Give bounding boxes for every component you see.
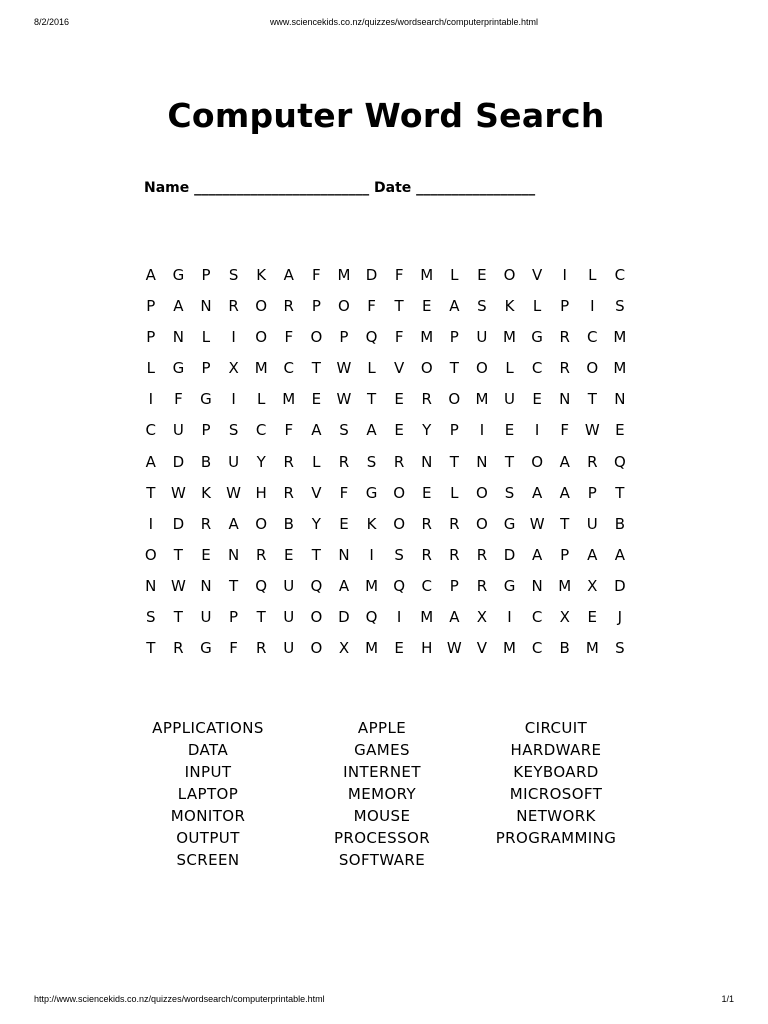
grid-letter: R: [421, 390, 432, 409]
grid-letter: A: [366, 421, 377, 440]
grid-letter: A: [173, 297, 184, 316]
grid-letter: R: [559, 359, 570, 378]
grid-letter: O: [310, 639, 323, 658]
grid-letter: A: [145, 452, 156, 471]
grid-letter: S: [477, 297, 487, 316]
grid-letter: M: [365, 576, 379, 595]
grid-letter: L: [256, 390, 266, 409]
word-item: OUTPUT: [176, 829, 240, 847]
grid-letter: U: [228, 452, 240, 471]
word-item: INPUT: [184, 763, 232, 781]
grid-letter: O: [393, 483, 406, 502]
word-item: MEMORY: [347, 785, 417, 803]
grid-letter: R: [449, 514, 460, 533]
grid-letter: E: [532, 390, 542, 409]
grid-letter: M: [337, 266, 351, 284]
grid-letter: R: [449, 545, 460, 564]
grid-letter: M: [475, 390, 489, 409]
grid-letter: O: [338, 297, 350, 316]
grid-letter: X: [587, 576, 598, 595]
name-label: Name: [144, 180, 190, 196]
grid-letter: G: [503, 514, 516, 533]
grid-letter: O: [448, 390, 461, 409]
date-blank: _________________: [416, 180, 536, 196]
grid-letter: U: [172, 421, 184, 440]
word-item: INTERNET: [343, 763, 421, 781]
grid-letter: D: [172, 514, 185, 533]
grid-letter: K: [256, 266, 267, 284]
grid-letter: H: [421, 639, 433, 658]
grid-letter: U: [283, 576, 295, 595]
grid-letter: M: [420, 608, 434, 627]
grid-letter: O: [144, 545, 157, 564]
grid-letter: G: [503, 576, 516, 595]
grid-letter: Q: [365, 608, 378, 627]
grid-letter: X: [228, 359, 239, 378]
grid-letter: A: [145, 266, 156, 284]
grid-letter: O: [476, 359, 488, 378]
grid-letter: W: [226, 483, 241, 502]
grid-letter: R: [587, 452, 598, 471]
grid-letter: X: [476, 608, 488, 627]
grid-letter: A: [531, 545, 543, 564]
grid-letter: A: [228, 514, 239, 533]
grid-letter: P: [560, 545, 570, 564]
grid-letter: P: [311, 297, 321, 316]
grid-letter: D: [614, 576, 626, 595]
grid-letter: N: [227, 545, 240, 564]
grid-letter: P: [449, 328, 459, 347]
word-item: MONITOR: [170, 807, 246, 825]
grid-letter: P: [146, 328, 156, 347]
grid-letter: X: [559, 608, 570, 627]
grid-letter: R: [421, 545, 432, 564]
word-item: NETWORK: [516, 807, 596, 825]
grid-letter: N: [531, 576, 543, 595]
grid-letter: L: [450, 266, 459, 284]
grid-letter: L: [505, 359, 514, 378]
grid-letter: A: [587, 545, 598, 564]
grid-letter: B: [283, 514, 294, 533]
grid-letter: M: [503, 639, 516, 658]
grid-letter: Y: [422, 421, 432, 440]
grid-letter: M: [613, 359, 627, 378]
grid-letter: C: [283, 359, 294, 378]
grid-letter: K: [201, 483, 211, 502]
grid-letter: P: [146, 297, 156, 316]
grid-letter: N: [421, 452, 433, 471]
grid-letter: R: [393, 452, 405, 471]
grid-letter: W: [584, 421, 600, 440]
grid-letter: T: [311, 545, 321, 564]
grid-letter: B: [200, 452, 212, 471]
grid-letter: A: [614, 545, 626, 564]
grid-letter: S: [228, 421, 239, 440]
grid-letter: S: [615, 639, 625, 658]
grid-letter: L: [367, 359, 376, 378]
grid-letter: P: [229, 608, 239, 627]
grid-letter: K: [366, 514, 377, 533]
grid-letter: R: [173, 639, 184, 658]
grid-letter: F: [284, 421, 294, 440]
grid-letter: D: [503, 545, 516, 564]
grid-letter: I: [590, 297, 595, 316]
grid-letter: G: [172, 266, 185, 284]
grid-letter: C: [421, 576, 432, 595]
grid-letter: P: [339, 328, 349, 347]
grid-letter: E: [394, 421, 404, 440]
grid-letter: W: [170, 576, 186, 595]
grid-letter: F: [394, 266, 404, 284]
grid-letter: R: [283, 483, 294, 502]
grid-letter: T: [146, 483, 156, 502]
grid-letter: I: [507, 608, 512, 627]
grid-letter: U: [586, 514, 598, 533]
grid-letter: R: [338, 452, 350, 471]
grid-letter: P: [201, 266, 211, 284]
page-number: 1/1: [721, 994, 734, 1004]
word-column: [128, 717, 288, 871]
grid-letter: E: [587, 608, 598, 627]
grid-letter: T: [366, 390, 377, 409]
grid-letter: G: [172, 359, 185, 378]
print-header-url: www.sciencekids.co.nz/quizzes/wordsearch/computerprintable.html: [269, 17, 539, 27]
grid-letter: H: [255, 483, 267, 502]
grid-letter: G: [200, 639, 212, 658]
word-list: [128, 717, 636, 871]
grid-letter: P: [449, 421, 459, 440]
grid-letter: N: [559, 390, 571, 409]
grid-letter: R: [476, 576, 488, 595]
grid-letter: P: [560, 297, 570, 316]
date-label: Date: [374, 180, 412, 196]
letter-grid: [137, 263, 634, 667]
grid-letter: O: [255, 328, 268, 347]
grid-letter: E: [504, 421, 515, 440]
grid-letter: F: [174, 390, 183, 409]
print-date: 8/2/2016: [34, 17, 70, 27]
grid-letter: I: [534, 421, 540, 440]
grid-letter: I: [148, 514, 154, 533]
grid-letter: N: [614, 390, 626, 409]
grid-letter: S: [504, 483, 515, 502]
grid-letter: E: [284, 545, 294, 564]
grid-letter: N: [476, 452, 488, 471]
grid-letter: M: [585, 639, 599, 658]
grid-letter: V: [394, 359, 405, 378]
grid-letter: T: [449, 359, 459, 378]
grid-letter: I: [369, 545, 374, 564]
grid-letter: M: [613, 328, 627, 347]
grid-letter: T: [311, 359, 321, 378]
word-item: CIRCUIT: [524, 719, 588, 737]
name-date-line: [144, 180, 535, 196]
grid-letter: D: [338, 608, 350, 627]
grid-letter: M: [282, 390, 296, 409]
word-item: PROGRAMMING: [495, 829, 617, 847]
grid-letter: A: [449, 297, 460, 316]
grid-letter: E: [421, 297, 432, 316]
grid-letter: T: [228, 576, 239, 595]
grid-letter: N: [172, 328, 184, 347]
grid-letter: F: [367, 297, 376, 316]
grid-letter: R: [559, 328, 570, 347]
grid-letter: Q: [365, 328, 378, 347]
grid-letter: L: [201, 328, 211, 347]
grid-letter: W: [529, 514, 545, 533]
grid-letter: C: [145, 421, 157, 440]
grid-letter: P: [587, 483, 597, 502]
grid-letter: T: [560, 514, 570, 533]
grid-letter: M: [420, 328, 434, 347]
grid-letter: A: [449, 608, 460, 627]
grid-letter: N: [338, 545, 350, 564]
grid-letter: U: [283, 608, 295, 627]
grid-letter: A: [283, 266, 294, 284]
word-item: PROCESSOR: [333, 829, 431, 847]
grid-letter: F: [284, 328, 294, 347]
grid-letter: O: [420, 359, 433, 378]
grid-letter: U: [504, 390, 515, 409]
grid-letter: L: [146, 359, 155, 378]
grid-letter: T: [173, 608, 183, 627]
print-footer-url: http://www.sciencekids.co.nz/quizzes/wordsearch/computerprintable.html: [34, 994, 325, 1004]
grid-letter: O: [310, 328, 323, 347]
grid-letter: V: [311, 483, 322, 502]
word-column: [288, 717, 476, 871]
grid-letter: I: [231, 328, 236, 347]
grid-letter: E: [394, 639, 404, 658]
grid-letter: L: [450, 483, 459, 502]
grid-letter: F: [339, 483, 349, 502]
grid-letter: T: [504, 452, 515, 471]
grid-letter: L: [588, 266, 597, 284]
grid-letter: F: [394, 328, 404, 347]
grid-letter: W: [446, 639, 462, 658]
grid-letter: O: [503, 266, 516, 284]
grid-letter: O: [255, 514, 268, 533]
grid-letter: R: [283, 452, 294, 471]
grid-letter: E: [421, 483, 432, 502]
grid-letter: G: [531, 328, 543, 347]
grid-letter: O: [531, 452, 544, 471]
grid-letter: O: [310, 608, 323, 627]
grid-letter: Q: [310, 576, 323, 595]
grid-letter: I: [479, 421, 485, 440]
grid-letter: T: [146, 639, 156, 658]
grid-letter: L: [312, 452, 321, 471]
grid-letter: M: [254, 359, 268, 378]
grid-letter: U: [476, 328, 488, 347]
grid-letter: S: [615, 297, 625, 316]
grid-letter: V: [476, 639, 488, 658]
grid-letter: R: [255, 545, 267, 564]
grid-letter: C: [531, 359, 543, 378]
grid-letter: B: [559, 639, 570, 658]
grid-letter: A: [311, 421, 322, 440]
grid-letter: S: [394, 545, 404, 564]
grid-letter: C: [531, 608, 543, 627]
grid-letter: N: [200, 576, 212, 595]
page-title: Computer Word Search: [167, 96, 605, 135]
word-item: DATA: [187, 741, 229, 759]
grid-letter: E: [311, 390, 322, 409]
grid-letter: I: [562, 266, 567, 284]
grid-letter: T: [449, 452, 459, 471]
grid-letter: O: [476, 514, 488, 533]
grid-letter: T: [587, 390, 597, 409]
grid-letter: S: [339, 421, 349, 440]
grid-letter: R: [255, 639, 267, 658]
grid-letter: C: [255, 421, 267, 440]
grid-letter: C: [587, 328, 598, 347]
grid-letter: S: [228, 266, 239, 284]
grid-letter: A: [559, 452, 570, 471]
word-item: SOFTWARE: [338, 851, 426, 869]
grid-letter: S: [366, 452, 377, 471]
grid-letter: F: [560, 421, 570, 440]
grid-letter: M: [558, 576, 572, 595]
grid-letter: O: [586, 359, 599, 378]
word-item: KEYBOARD: [513, 763, 599, 781]
word-item: LAPTOP: [177, 785, 239, 803]
grid-letter: G: [365, 483, 378, 502]
grid-letter: Q: [255, 576, 268, 595]
grid-letter: R: [283, 297, 294, 316]
word-item: APPLICATIONS: [152, 719, 264, 737]
grid-letter: T: [256, 608, 266, 627]
grid-letter: C: [614, 266, 626, 284]
word-item: GAMES: [354, 741, 410, 759]
word-column: [476, 717, 636, 871]
grid-letter: M: [420, 266, 434, 284]
grid-letter: K: [504, 297, 515, 316]
grid-letter: W: [336, 390, 352, 409]
grid-letter: S: [146, 608, 156, 627]
grid-letter: W: [336, 359, 352, 378]
grid-letter: E: [339, 514, 349, 533]
grid-letter: L: [532, 297, 542, 316]
grid-letter: R: [228, 297, 239, 316]
grid-letter: M: [365, 639, 379, 658]
grid-letter: V: [531, 266, 543, 284]
grid-letter: Q: [393, 576, 406, 595]
grid-letter: B: [614, 514, 626, 533]
grid-letter: E: [201, 545, 211, 564]
grid-letter: N: [145, 576, 157, 595]
grid-letter: P: [449, 576, 459, 595]
grid-letter: U: [283, 639, 295, 658]
grid-letter: C: [531, 639, 543, 658]
grid-letter: I: [396, 608, 402, 627]
word-item: SCREEN: [176, 851, 240, 869]
grid-letter: I: [148, 390, 154, 409]
grid-letter: G: [200, 390, 212, 409]
grid-letter: Y: [256, 452, 266, 471]
grid-letter: R: [476, 545, 488, 564]
grid-letter: E: [477, 266, 487, 284]
grid-letter: D: [365, 266, 378, 284]
grid-letter: E: [394, 390, 404, 409]
word-item: HARDWARE: [510, 741, 602, 759]
grid-letter: Q: [613, 452, 626, 471]
grid-letter: A: [338, 576, 350, 595]
word-item: APPLE: [357, 719, 407, 737]
grid-letter: U: [200, 608, 212, 627]
grid-letter: I: [231, 390, 236, 409]
grid-letter: Y: [311, 514, 321, 533]
word-item: MOUSE: [353, 807, 411, 825]
grid-letter: J: [617, 608, 623, 627]
grid-letter: O: [476, 483, 488, 502]
word-item: MICROSOFT: [509, 785, 603, 803]
grid-letter: R: [421, 514, 432, 533]
grid-letter: T: [615, 483, 625, 502]
grid-letter: T: [173, 545, 183, 564]
grid-letter: E: [615, 421, 625, 440]
name-blank: _________________________: [194, 180, 370, 196]
grid-letter: P: [201, 359, 211, 378]
grid-letter: R: [200, 514, 212, 533]
grid-letter: N: [200, 297, 212, 316]
grid-letter: M: [503, 328, 516, 347]
grid-letter: W: [170, 483, 186, 502]
grid-letter: A: [531, 483, 543, 502]
grid-letter: F: [229, 639, 238, 658]
grid-letter: O: [255, 297, 268, 316]
grid-letter: F: [312, 266, 321, 284]
grid-letter: O: [393, 514, 406, 533]
grid-letter: T: [394, 297, 404, 316]
grid-letter: A: [559, 483, 570, 502]
grid-letter: P: [201, 421, 211, 440]
grid-letter: D: [172, 452, 185, 471]
grid-letter: X: [338, 639, 350, 658]
